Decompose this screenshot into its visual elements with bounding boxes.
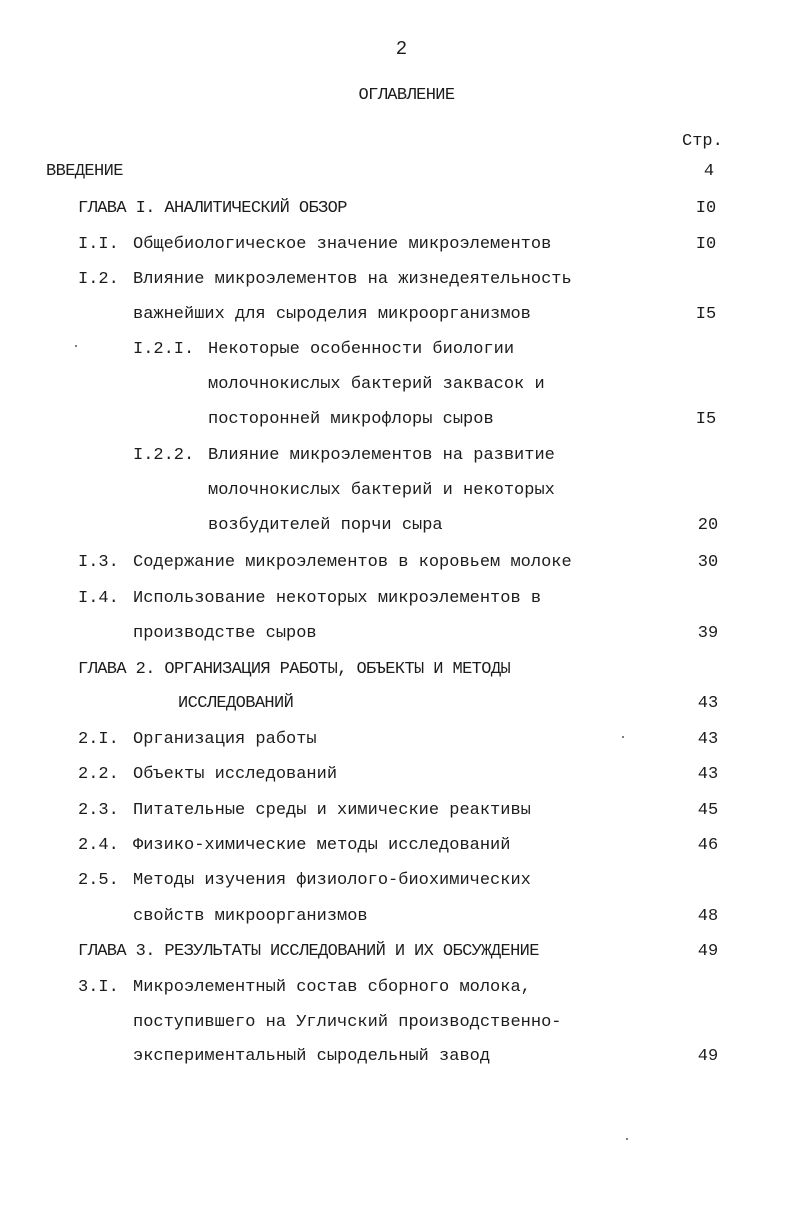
toc-entry-page: 45	[697, 801, 719, 820]
toc-entry-text: важнейших для сыроделия микроорганизмов	[133, 305, 531, 324]
page-number: 2	[395, 38, 408, 60]
toc-entry	[133, 622, 758, 646]
toc-entry	[78, 869, 758, 893]
toc-entry-text: ГЛАВА I. АНАЛИТИЧЕСКИЙ ОБЗОР	[78, 199, 347, 218]
toc-entry-text: Объекты исследований	[133, 765, 338, 784]
toc-entry	[208, 514, 758, 538]
scan-speck	[626, 1138, 628, 1140]
toc-entry-page: 39	[697, 624, 719, 643]
toc-entry-text: возбудителей порчи сыра	[208, 516, 443, 535]
toc-entry	[78, 658, 758, 682]
toc-entry	[78, 587, 758, 611]
toc-entry-text: Методы изучения физиолого-биохимических	[133, 871, 531, 890]
toc-entry-page: I0	[695, 235, 717, 254]
toc-entry	[78, 233, 758, 257]
toc-entry-text: Содержание микроэлементов в коровьем молоке	[133, 553, 572, 572]
toc-entry-text: посторонней микрофлоры сыров	[208, 410, 494, 429]
toc-entry	[78, 197, 758, 221]
page-column-header: Стр.	[682, 132, 723, 151]
toc-entry	[78, 763, 758, 787]
toc-entry	[133, 303, 758, 327]
toc-entry-number: 2.2.	[78, 765, 119, 784]
toc-entry-text: Влияние микроэлементов на жизнедеятельность	[133, 270, 572, 289]
scan-speck	[622, 736, 624, 738]
toc-entry-text: экспериментальный сыродельный завод	[133, 1047, 491, 1066]
toc-entry-text: Влияние микроэлементов на развитие	[208, 446, 555, 465]
toc-entry-text: молочнокислых бактерий и некоторых	[208, 481, 555, 500]
toc-entry-text: ГЛАВА 2. ОРГАНИЗАЦИЯ РАБОТЫ, ОБЪЕКТЫ И МЕТОДЫ	[78, 660, 511, 679]
toc-entry-text: Микроэлементный состав сборного молока,	[133, 978, 531, 997]
toc-entry	[133, 1011, 758, 1035]
toc-entry-number: I.2.2.	[133, 446, 195, 465]
toc-entry	[133, 444, 758, 468]
toc-entry-number: I.2.I.	[133, 340, 195, 359]
toc-entry-page: 46	[697, 836, 719, 855]
toc-entry-page: 43	[697, 694, 719, 713]
toc-entry-page: 49	[697, 942, 719, 961]
toc-entry	[78, 268, 758, 292]
toc-entry-number: 3.I.	[78, 978, 119, 997]
toc-entry-page: I5	[695, 410, 717, 429]
toc-entry	[78, 728, 758, 752]
toc-entry-text: ГЛАВА 3. РЕЗУЛЬТАТЫ ИССЛЕДОВАНИЙ И ИХ ОБСУЖДЕНИЕ	[78, 942, 539, 961]
toc-entry	[78, 976, 758, 1000]
toc-entry-number: I.2.	[78, 270, 119, 289]
toc-entry-number: I.I.	[78, 235, 119, 254]
toc-entry-page: 4	[703, 162, 715, 181]
toc-entry-page: I5	[695, 305, 717, 324]
toc-entry	[78, 551, 758, 575]
toc-entry	[208, 479, 758, 503]
toc-entry-text: Питательные среды и химические реактивы	[133, 801, 531, 820]
toc-entry-text: Использование некоторых микроэлементов в	[133, 589, 542, 608]
toc-entry	[78, 834, 758, 858]
toc-entry-text: Общебиологическое значение микроэлементов	[133, 235, 552, 254]
toc-entry-text: свойств микроорганизмов	[133, 907, 368, 926]
toc-entry	[78, 799, 758, 823]
toc-entry-number: 2.I.	[78, 730, 119, 749]
toc-entry-page: 49	[697, 1047, 719, 1066]
toc-entry	[78, 940, 758, 964]
toc-entry-text: Организация работы	[133, 730, 317, 749]
toc-entry-page: 43	[697, 765, 719, 784]
toc-entry	[133, 338, 758, 362]
toc-entry	[178, 692, 758, 716]
toc-entry-page: 43	[697, 730, 719, 749]
page-title: ОГЛАВЛЕНИЕ	[358, 86, 455, 105]
toc-entry	[133, 1045, 758, 1069]
toc-entry-text: молочнокислых бактерий заквасок и	[208, 375, 545, 394]
toc-entry-text: производстве сыров	[133, 624, 317, 643]
toc-entry-text: ИССЛЕДОВАНИЙ	[178, 694, 294, 713]
toc-entry-text: Некоторые особенности биологии	[208, 340, 515, 359]
toc-entry-text: поступившего на Угличский производственно-	[133, 1013, 562, 1032]
toc-entry	[46, 160, 746, 184]
toc-entry-number: I.3.	[78, 553, 119, 572]
toc-entry	[133, 905, 758, 929]
toc-entry-page: 48	[697, 907, 719, 926]
toc-entry	[208, 408, 758, 432]
toc-entry	[208, 373, 758, 397]
toc-entry-text: ВВЕДЕНИЕ	[46, 162, 123, 181]
toc-entry-page: 30	[697, 553, 719, 572]
scan-speck	[75, 345, 77, 347]
toc-entry-page: 20	[697, 516, 719, 535]
toc-entry-number: 2.3.	[78, 801, 119, 820]
toc-entry-number: 2.4.	[78, 836, 119, 855]
toc-entry-text: Физико-химические методы исследований	[133, 836, 511, 855]
toc-entry-page: I0	[695, 199, 717, 218]
toc-entry-number: 2.5.	[78, 871, 119, 890]
toc-entry-number: I.4.	[78, 589, 119, 608]
